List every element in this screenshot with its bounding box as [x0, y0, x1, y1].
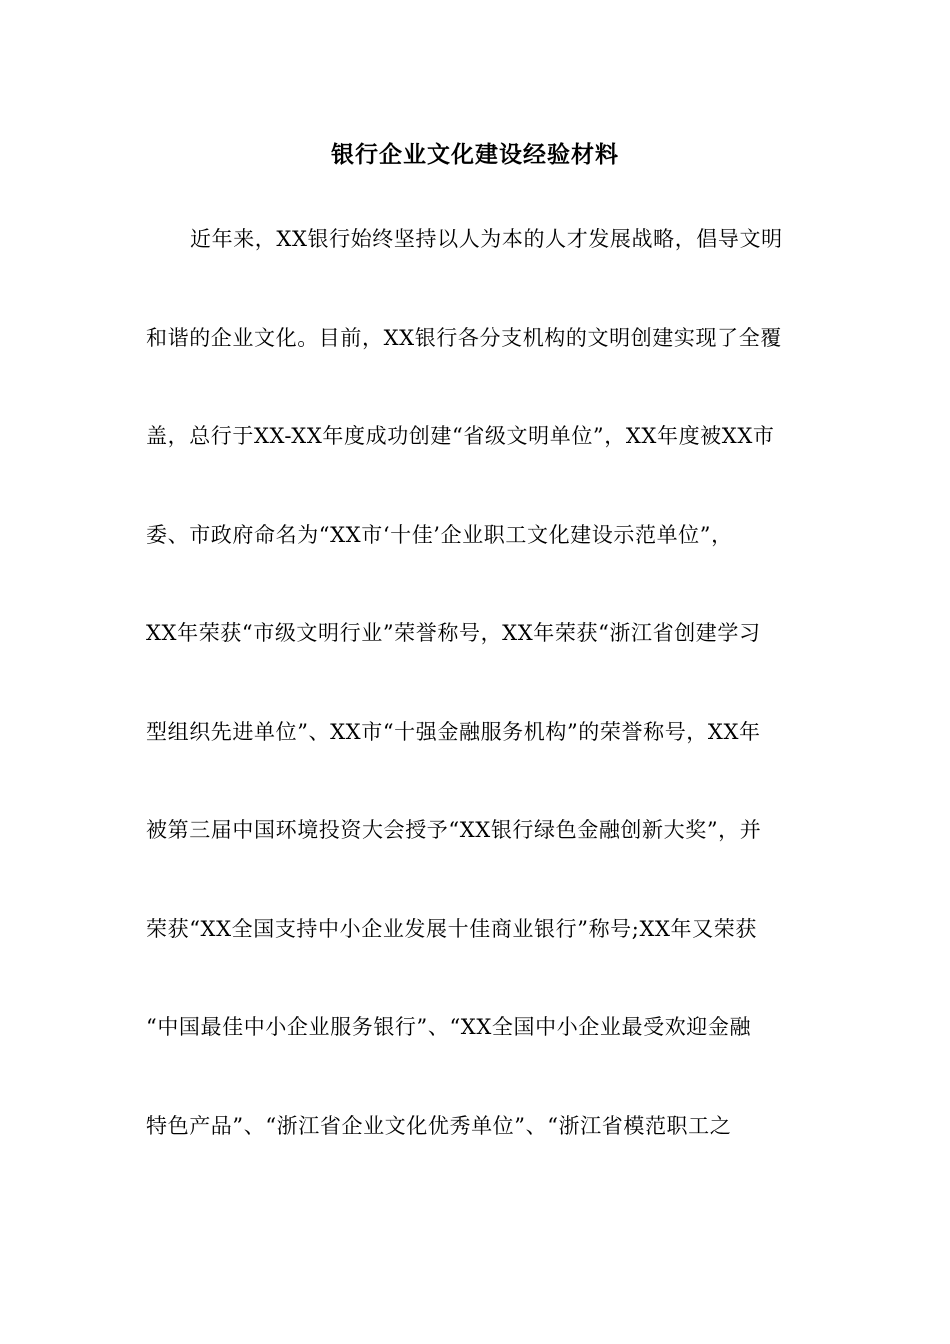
body-line: 委、市政府命名为“XX市‘十佳’企业职工文化建设示范单位”， — [146, 522, 733, 547]
document-body — [146, 222, 806, 1207]
body-line: 型组织先进单位”、XX市“十强金融服务机构”的荣誉称号，XX年 — [146, 719, 761, 744]
body-line: 荣获“XX全国支持中小企业发展十佳商业银行”称号;XX年又荣获 — [146, 916, 757, 941]
body-line: 被第三届中国环境投资大会授予“XX银行绿色金融创新大奖”，并 — [146, 818, 762, 842]
document-title: 银行企业文化建设经验材料 — [331, 141, 619, 168]
body-line: “中国最佳中小企业服务银行”、“XX全国中小企业最受欢迎金融 — [146, 1015, 752, 1039]
body-line: 近年来，XX银行始终坚持以人为本的人才发展战略，倡导文明 — [190, 227, 783, 251]
body-line: 特色产品”、“浙江省企业文化优秀单位”、“浙江省模范职工之 — [146, 1113, 732, 1138]
body-line: 和谐的企业文化。目前，XX银行各分支机构的文明创建实现了全覆 — [146, 325, 782, 350]
body-line: XX年荣获“市级文明行业”荣誉称号，XX年荣获“浙江省创建学习 — [146, 621, 761, 645]
body-line: 盖，总行于XX-XX年度成功创建“省级文明单位”，XX年度被XX市 — [146, 424, 775, 448]
